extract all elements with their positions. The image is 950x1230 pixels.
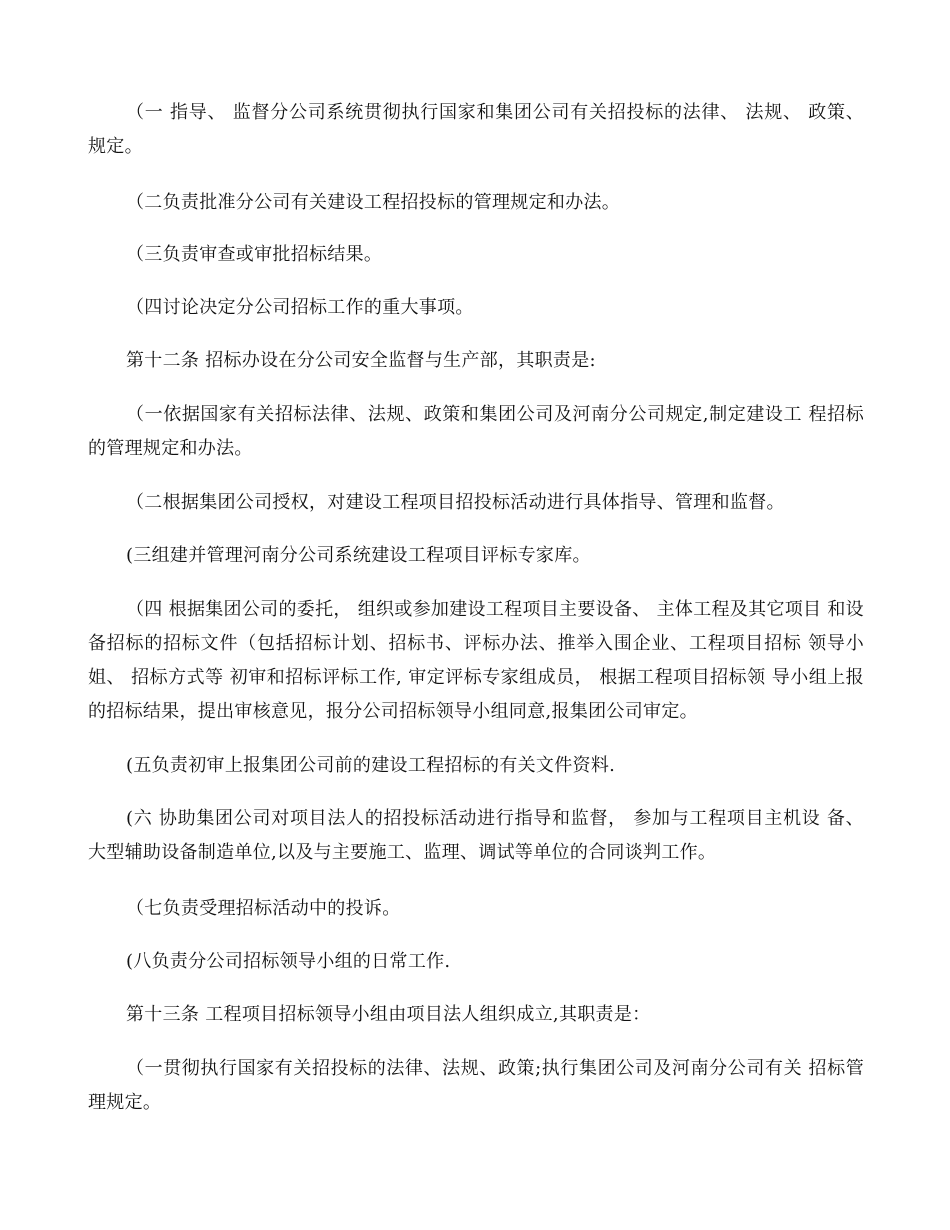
paragraph-14: 第十三条 工程项目招标领导小组由项目法人组织成立,其职责是： (126, 1004, 651, 1025)
paragraph-6: （一依据国家有关招标法律、法规、政策和集团公司及河南分公司规定,制定建设工 程招标的管理规定和办法。 (88, 404, 864, 459)
paragraph-9: （四 根据集团公司的委托， 组织或参加建设工程项目主要设备、 主体工程及其它项目 和设备招标的招标文件（包括招标计划、招标书、评标办法、推举入围企业、工程项目招标 领导小姐、 招标方式等 初审和招标评标工作, 审定评标专家组成员， 根据工程项目招标领 导小组上报的招标结果，提出审核意见，报分公司招标领导小组同意,报集团公司审定。 (88, 599, 864, 722)
paragraph-5: 第十二条 招标办设在分公司安全监督与生产部，其职责是: (126, 350, 596, 371)
paragraph-8: (三组建并管理河南分公司系统建设工程项目评标专家库。 (126, 545, 591, 566)
paragraph-11: (六 协助集团公司对项目法人的招投标活动进行指导和监督， 参加与工程项目主机设 备、大型辅助设备制造单位,以及与主要施工、监理、调试等单位的合同谈判工作。 (88, 808, 864, 863)
paragraph-15: （一贯彻执行国家有关招投标的法律、法规、政策;执行集团公司及河南分公司有关 招标管理规定。 (88, 1058, 864, 1113)
paragraph-13: (八负责分公司招标领导小组的日常工作. (126, 951, 451, 972)
paragraph-4: （四讨论决定分公司招标工作的重大事项。 (126, 297, 474, 318)
paragraph-7: （二根据集团公司授权，对建设工程项目招投标活动进行具体指导、管理和监督。 (126, 492, 785, 513)
paragraph-2: （二负责批准分公司有关建设工程招投标的管理规定和办法。 (126, 192, 621, 213)
paragraph-3: （三负责审查或审批招标结果。 (126, 244, 383, 265)
paragraph-12: （七负责受理招标活动中的投诉。 (126, 898, 401, 919)
paragraph-1: （一 指导、 监督分公司系统贯彻执行国家和集团公司有关招投标的法律、 法规、 政策、 规定。 (88, 102, 864, 157)
paragraph-10: (五负责初审上报集团公司前的建设工程招标的有关文件资料. (126, 755, 616, 776)
